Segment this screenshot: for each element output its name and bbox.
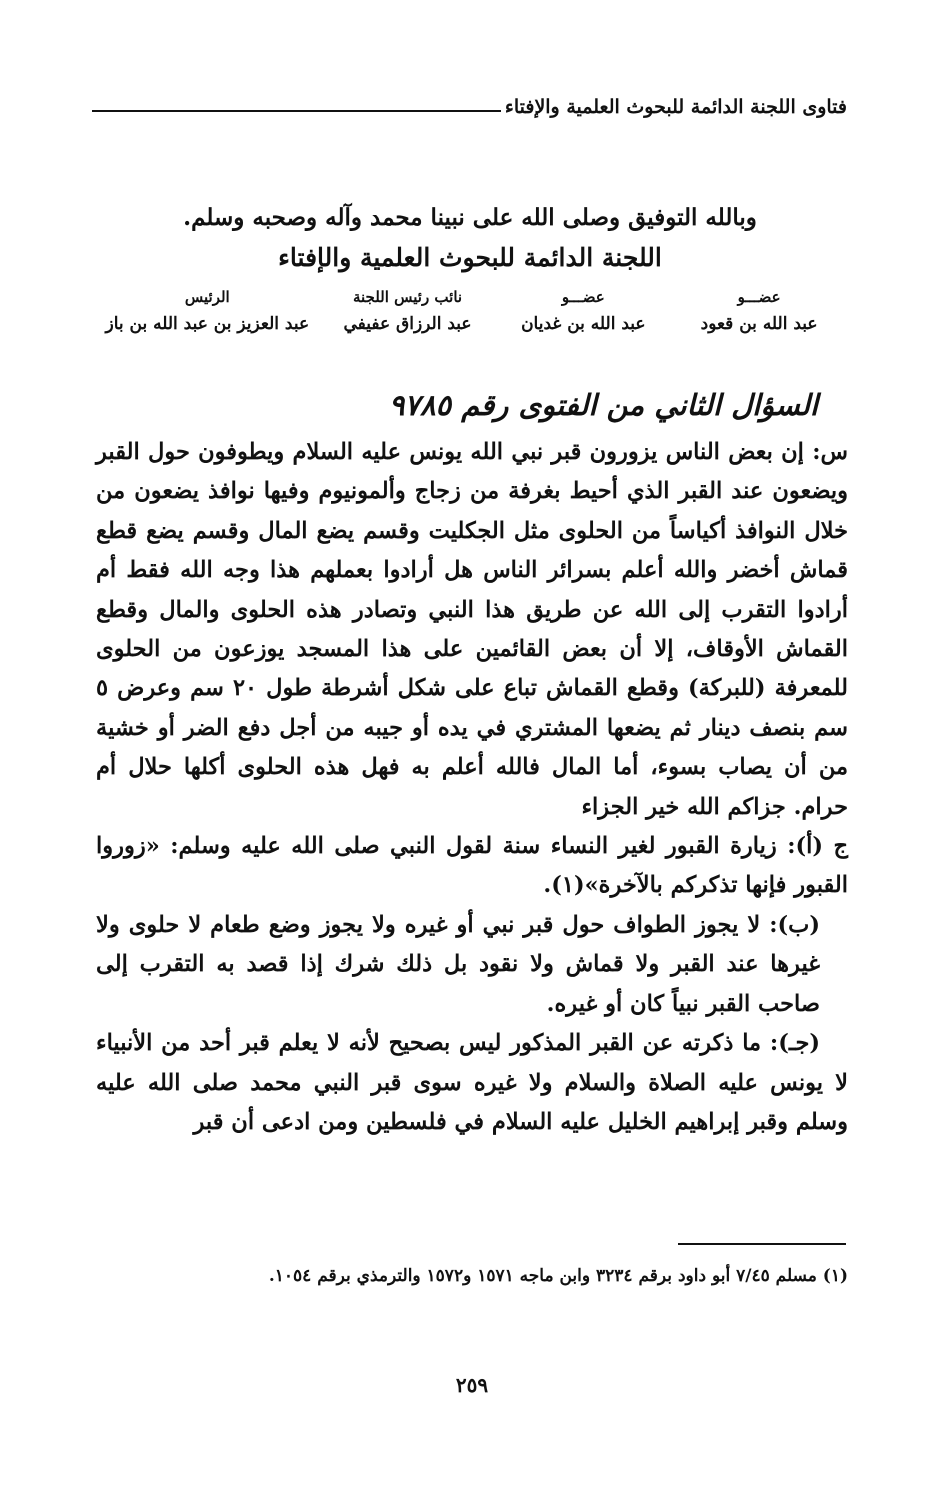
signature-title: الرئيس [184, 288, 230, 306]
question-heading: السؤال الثاني من الفتوى رقم ٩٧٨٥ [388, 388, 818, 422]
running-head-title: فتاوى اللجنة الدائمة للبحوث العلمية والإفتاء [504, 96, 847, 118]
answer-a-paragraph: ج (أ): زيارة القبور لغير النساء سنة لقول النبي صلى الله عليه وسلم: «زوروا القبور فإنها تذكركم بالآخرة»(١). [96, 833, 848, 899]
signature-title: نائب رئيس اللجنة [352, 288, 463, 306]
header-rule [92, 110, 501, 112]
signature-deputy [320, 288, 496, 334]
question-paragraph: س: إن بعض الناس يزورون قبر نبي الله يونس عليه السلام ويطوفون حول القبر ويضعون عند القبر الذي أحيط بغرفة من زجاج وألمونيوم وفيها نوافذ يضعون من خلال النوافذ أكياساً من الحلوى مثل الجكليت وقسم يضع المال وقسم يضع قطع قماش أخضر والله أعلم بسرائر الناس هل أرادوا بعملهم هذا وجه الله فقط أم أرادوا التقرب إلى الله عن طريق هذا النبي وتصادر هذه الحلوى والمال وقطع القماش الأوقاف، إلا أن بعض القائمين على هذا المسجد يوزعون من الحلوى للمعرفة (للبركة) وقطع القماش تباع على شكل أشرطة طول ٢٠ سم وعرض ٥ سم بنصف دينار ثم يضعها المشتري في يده أو جيبه من أجل دفع الضر أو خشية من أن يصاب بسوء، أما المال فالله أعلم به فهل هذه الحلوى أكلها حلال أم حرام. جزاكم الله خير الجزاء [96, 439, 848, 820]
signature-name: عبد العزيز بن عبد الله بن باز [105, 314, 310, 334]
page-number: ٢٥٩ [455, 1373, 489, 1397]
signature-title: عضـــو [561, 288, 605, 306]
signature-name: عبد الله بن غديان [521, 314, 646, 334]
signature-member-2 [495, 288, 671, 334]
committee-name: اللجنة الدائمة للبحوث العلمية والإفتاء [278, 243, 662, 272]
signature-name: عبد الله بن قعود [700, 314, 818, 334]
footnote: (١) مسلم ٧/٤٥ أبو داود برقم ٣٢٣٤ وابن ماجه ١٥٧١ و١٥٧٢ والترمذي برقم ١٠٥٤. [268, 1266, 848, 1286]
answer-b-paragraph: (ب): لا يجوز الطواف حول قبر نبي أو غيره ولا يجوز وضع طعام لا حلوى ولا غيرها عند القبر ولا قماش ولا نقود بل ذلك شرك إذا قصد به التقرب إلى صاحب القبر نبياً كان أو غيره. [96, 911, 820, 1017]
signature-name: عبد الرزاق عفيفي [343, 314, 472, 334]
closing-block [120, 198, 820, 278]
running-header [92, 88, 847, 118]
signature-title: عضـــو [737, 288, 781, 306]
signature-block [95, 288, 847, 334]
signature-president [95, 288, 320, 334]
footnote-rule [678, 1243, 846, 1245]
answer-c-paragraph: (جـ): ما ذكرته عن القبر المذكور ليس بصحيح لأنه لا يعلم قبر أحد من الأنبياء لا يونس عليه الصلاة والسلام ولا غيره سوى قبر النبي محمد صلى الله عليه وسلم وقبر إبراهيم الخليل عليه السلام في فلسطين ومن ادعى أن قبر [96, 1030, 848, 1135]
signature-member-1 [671, 288, 847, 334]
closing-prayer: وبالله التوفيق وصلى الله على نبينا محمد وآله وصحبه وسلم. [183, 204, 757, 231]
fatwa-body [96, 433, 848, 1142]
